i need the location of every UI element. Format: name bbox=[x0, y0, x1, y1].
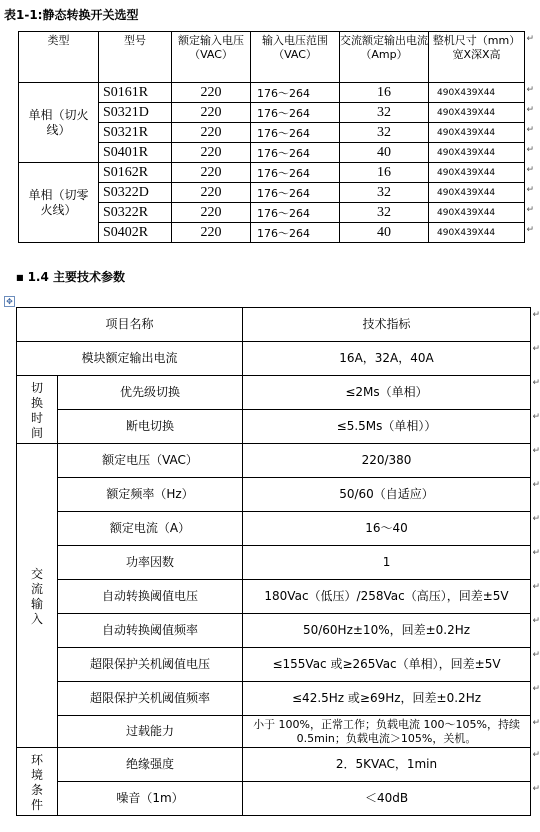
param-value: ≤2Ms（单相） bbox=[243, 376, 531, 410]
tech-params-table bbox=[16, 307, 531, 816]
table-row bbox=[17, 512, 531, 546]
row-end-mark: ↵ bbox=[532, 479, 540, 490]
data-cell: 16 bbox=[340, 83, 429, 103]
param-value: 50/60（自适应） bbox=[243, 478, 531, 512]
row-end-mark: ↵ bbox=[532, 513, 540, 524]
row-end-mark: ↵ bbox=[526, 104, 535, 115]
table-move-handle-icon[interactable]: ✥ bbox=[4, 296, 15, 307]
data-cell: 490X439X44 bbox=[429, 83, 525, 103]
param-name: 自动转换阈值电压 bbox=[58, 580, 243, 614]
section-bullet: ■ bbox=[16, 273, 24, 282]
table-row bbox=[17, 648, 531, 682]
param-name: 优先级切换 bbox=[58, 376, 243, 410]
table-row bbox=[17, 580, 531, 614]
table-row bbox=[17, 478, 531, 512]
param-value: 16～40 bbox=[243, 512, 531, 546]
row-end-mark: ↵ bbox=[532, 615, 540, 626]
header-cell: 型号 bbox=[99, 32, 172, 83]
row-end-mark: ↵ bbox=[526, 184, 535, 195]
data-cell: 176～264 bbox=[251, 123, 340, 143]
table-header-row bbox=[19, 32, 525, 83]
data-cell: 490X439X44 bbox=[429, 103, 525, 123]
param-name: 绝缘强度 bbox=[58, 748, 243, 782]
row-end-mark: ↵ bbox=[532, 343, 540, 354]
row-end-mark: ↵ bbox=[532, 783, 540, 794]
table-row bbox=[17, 716, 531, 748]
group-label-char: 境 bbox=[30, 767, 43, 782]
section-number: 1.4 bbox=[27, 270, 49, 284]
row-end-mark: ↵ bbox=[532, 649, 540, 660]
param-value: 1 bbox=[243, 546, 531, 580]
param-name: 噪音（1m） bbox=[58, 782, 243, 816]
data-cell: S0321D bbox=[99, 103, 172, 123]
table-row bbox=[17, 342, 531, 376]
data-cell: S0322R bbox=[99, 203, 172, 223]
section-heading bbox=[16, 268, 125, 285]
param-value: ≤155Vac 或≥265Vac（单相），回差±5V bbox=[243, 648, 531, 682]
group-label-char: 间 bbox=[30, 425, 43, 440]
data-cell: 220 bbox=[172, 163, 251, 183]
header-cell: 类型 bbox=[19, 32, 99, 83]
row-end-mark: ↵ bbox=[526, 33, 535, 44]
group-label-char: 环 bbox=[30, 752, 43, 767]
data-cell: 490X439X44 bbox=[429, 203, 525, 223]
row-end-mark: ↵ bbox=[532, 309, 540, 320]
table-row bbox=[17, 614, 531, 648]
param-name: 过载能力 bbox=[58, 716, 243, 748]
param-name: 模块额定输出电流 bbox=[17, 342, 243, 376]
row-end-mark: ↵ bbox=[532, 717, 540, 728]
row-end-mark: ↵ bbox=[526, 124, 535, 135]
data-cell: 16 bbox=[340, 163, 429, 183]
param-name: 功率因数 bbox=[58, 546, 243, 580]
table-row bbox=[17, 546, 531, 580]
table-row bbox=[17, 376, 531, 410]
table-caption: 表1-1:静态转换开关选型 bbox=[4, 8, 139, 22]
data-cell: 40 bbox=[340, 223, 429, 243]
header-cell: 输入电压范围（VAC） bbox=[251, 32, 340, 83]
data-cell: 32 bbox=[340, 203, 429, 223]
data-cell: 32 bbox=[340, 103, 429, 123]
data-cell: 220 bbox=[172, 183, 251, 203]
group-label bbox=[17, 444, 58, 748]
group-label-char: 输 bbox=[30, 596, 43, 611]
data-cell: 176～264 bbox=[251, 223, 340, 243]
param-name: 超限保护关机阈值频率 bbox=[58, 682, 243, 716]
table-row bbox=[17, 410, 531, 444]
data-cell: S0162R bbox=[99, 163, 172, 183]
param-value: 180Vac（低压）/258Vac（高压），回差±5V bbox=[243, 580, 531, 614]
param-value: 小于 100%，正常工作；负载电流 100～105%，持续 0.5min；负载电流＞105%，关机。 bbox=[243, 716, 531, 748]
data-cell: 220 bbox=[172, 143, 251, 163]
row-end-mark: ↵ bbox=[532, 581, 540, 592]
param-value: 50/60Hz±10%，回差±0.2Hz bbox=[243, 614, 531, 648]
data-cell: 490X439X44 bbox=[429, 123, 525, 143]
row-end-mark: ↵ bbox=[526, 84, 535, 95]
param-value: 220/380 bbox=[243, 444, 531, 478]
group-label-char: 时 bbox=[30, 410, 43, 425]
header-cell: 整机尺寸（mm）宽X深X高 bbox=[429, 32, 525, 83]
data-cell: 40 bbox=[340, 143, 429, 163]
data-cell: 220 bbox=[172, 223, 251, 243]
data-cell: S0321R bbox=[99, 123, 172, 143]
group-label-char: 交 bbox=[30, 566, 43, 581]
data-cell: 490X439X44 bbox=[429, 183, 525, 203]
header-cell-name: 项目名称 bbox=[17, 308, 243, 342]
row-end-mark: ↵ bbox=[526, 224, 535, 235]
row-end-mark: ↵ bbox=[526, 204, 535, 215]
data-cell: 220 bbox=[172, 83, 251, 103]
group-label bbox=[17, 748, 58, 816]
data-cell: 490X439X44 bbox=[429, 143, 525, 163]
param-name: 额定电压（VAC） bbox=[58, 444, 243, 478]
data-cell: 176～264 bbox=[251, 203, 340, 223]
data-cell: 176～264 bbox=[251, 103, 340, 123]
header-cell: 交流额定输出电流（Amp） bbox=[340, 32, 429, 83]
data-cell: 32 bbox=[340, 123, 429, 143]
type-cell: 单相（切火线） bbox=[19, 83, 99, 163]
table-row bbox=[17, 444, 531, 478]
header-cell-value: 技术指标 bbox=[243, 308, 531, 342]
data-cell: 220 bbox=[172, 123, 251, 143]
table-header-row bbox=[17, 308, 531, 342]
table-row bbox=[17, 682, 531, 716]
param-name: 额定频率（Hz） bbox=[58, 478, 243, 512]
group-label-char: 换 bbox=[30, 395, 43, 410]
data-cell: 176～264 bbox=[251, 163, 340, 183]
group-label-char: 条 bbox=[30, 782, 43, 797]
data-cell: 32 bbox=[340, 183, 429, 203]
row-end-mark: ↵ bbox=[532, 749, 540, 760]
row-end-mark: ↵ bbox=[526, 144, 535, 155]
param-name: 额定电流（A） bbox=[58, 512, 243, 546]
row-end-mark: ↵ bbox=[532, 683, 540, 694]
data-cell: S0161R bbox=[99, 83, 172, 103]
row-end-mark: ↵ bbox=[526, 164, 535, 175]
selection-table bbox=[18, 31, 525, 243]
group-label-char: 入 bbox=[30, 611, 43, 626]
header-cell: 额定输入电压（VAC） bbox=[172, 32, 251, 83]
data-cell: S0401R bbox=[99, 143, 172, 163]
section-title: 主要技术参数 bbox=[53, 270, 126, 284]
table-row bbox=[19, 83, 525, 103]
data-cell: 176～264 bbox=[251, 83, 340, 103]
data-cell: S0402R bbox=[99, 223, 172, 243]
data-cell: 490X439X44 bbox=[429, 223, 525, 243]
row-end-mark: ↵ bbox=[532, 547, 540, 558]
param-value: 2．5KVAC，1min bbox=[243, 748, 531, 782]
param-value: ＜40dB bbox=[243, 782, 531, 816]
data-cell: 176～264 bbox=[251, 183, 340, 203]
row-end-mark: ↵ bbox=[532, 445, 540, 456]
type-cell: 单相（切零火线） bbox=[19, 163, 99, 243]
param-name: 超限保护关机阈值电压 bbox=[58, 648, 243, 682]
group-label-char: 件 bbox=[30, 797, 43, 812]
param-name: 断电切换 bbox=[58, 410, 243, 444]
data-cell: S0322D bbox=[99, 183, 172, 203]
data-cell: 220 bbox=[172, 103, 251, 123]
param-value: 16A，32A，40A bbox=[243, 342, 531, 376]
group-label bbox=[17, 376, 58, 444]
param-value: ≤42.5Hz 或≥69Hz，回差±0.2Hz bbox=[243, 682, 531, 716]
group-label-char: 流 bbox=[30, 581, 43, 596]
data-cell: 220 bbox=[172, 203, 251, 223]
table-row bbox=[17, 748, 531, 782]
data-cell: 490X439X44 bbox=[429, 163, 525, 183]
row-end-mark: ↵ bbox=[532, 411, 540, 422]
param-name: 自动转换阈值频率 bbox=[58, 614, 243, 648]
group-label-char: 切 bbox=[30, 380, 43, 395]
row-end-mark: ↵ bbox=[532, 377, 540, 388]
table-row bbox=[19, 163, 525, 183]
param-value: ≤5.5Ms（单相）） bbox=[243, 410, 531, 444]
table-row bbox=[17, 782, 531, 816]
data-cell: 176～264 bbox=[251, 143, 340, 163]
